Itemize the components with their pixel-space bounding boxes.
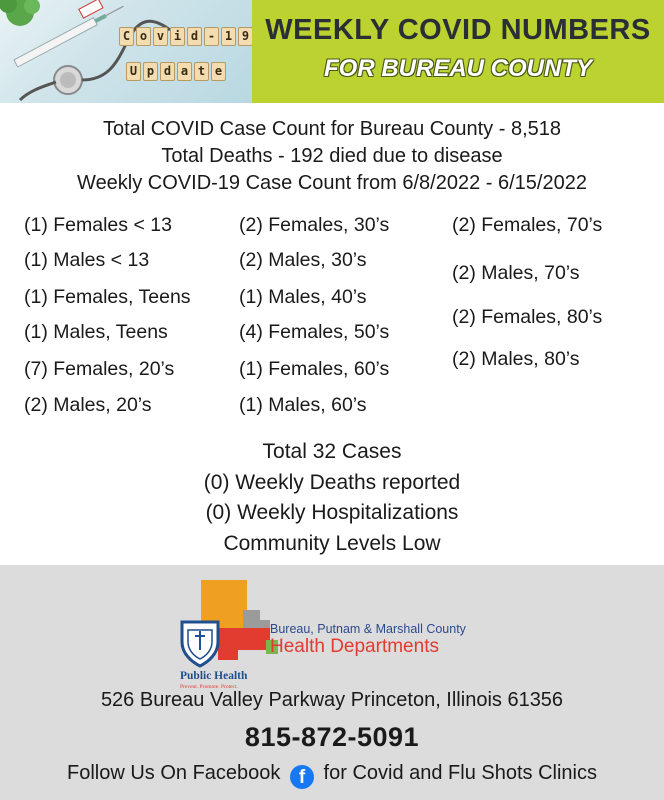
org-name-line1: Bureau, Putnam & Marshall County [270, 622, 466, 636]
letter-tile: t [194, 62, 209, 81]
facebook-icon[interactable]: f [290, 765, 314, 789]
list-item: (2) Males, 20’s [24, 394, 152, 416]
address: 526 Bureau Valley Parkway Princeton, Illinois 61356 [100, 689, 564, 711]
health-department-logo [178, 580, 488, 690]
list-item: (1) Males, 40’s [239, 286, 367, 308]
letter-tile: e [211, 62, 226, 81]
follow-text-after: for Covid and Flu Shots Clinics [323, 762, 597, 784]
header-title: WEEKLY COVID NUMBERS [265, 14, 651, 46]
letter-tile: U [126, 62, 141, 81]
footer [0, 565, 664, 800]
letter-tile: i [170, 27, 185, 46]
list-item: (1) Females < 13 [24, 214, 172, 236]
summary-block [0, 116, 664, 197]
phone-number[interactable]: 815-872-5091 [244, 722, 420, 752]
header-subtitle: FOR BUREAU COUNTY [324, 55, 592, 82]
letter-tile: 9 [238, 27, 252, 46]
public-health-label: Public Health [180, 670, 248, 682]
list-item: (2) Females, 70’s [452, 214, 603, 236]
org-name-line2: Health Departments [270, 636, 439, 657]
letter-tile: a [177, 62, 192, 81]
list-item: (4) Females, 50’s [239, 321, 390, 343]
list-item: (2) Males, 80’s [452, 348, 580, 370]
list-item: (7) Females, 20’s [24, 358, 175, 380]
weekly-case-range: Weekly COVID-19 Case Count from 6/8/2022 - 6/15/2022 [77, 172, 587, 194]
letter-tile: - [204, 27, 219, 46]
list-item: (2) Females, 80’s [452, 306, 603, 328]
letter-tile: v [153, 27, 168, 46]
medical-illustration [0, 0, 252, 103]
list-item: (2) Females, 30’s [239, 214, 390, 236]
list-item: (2) Males, 70’s [452, 262, 580, 284]
letter-tile: d [187, 27, 202, 46]
header-title-panel [252, 0, 664, 103]
community-levels: Community Levels Low [223, 531, 441, 555]
weekly-deaths: (0) Weekly Deaths reported [203, 470, 461, 494]
list-item: (2) Males, 30’s [239, 249, 367, 271]
facebook-follow[interactable] [0, 762, 664, 789]
letter-tile: 1 [221, 27, 236, 46]
total-deaths: Total Deaths - 192 died due to disease [161, 145, 503, 167]
total-cases: Total 32 Cases [262, 440, 402, 463]
list-item: (1) Males, Teens [24, 321, 168, 343]
letter-tile: d [160, 62, 175, 81]
public-health-tagline: Prevent. Promote. Protect. [180, 684, 238, 690]
update-tiles [126, 62, 226, 81]
list-item: (1) Females, Teens [24, 286, 191, 308]
list-item: (1) Males, 60’s [239, 394, 367, 416]
header-photo [0, 0, 252, 103]
letter-tile: C [119, 27, 134, 46]
follow-text-before: Follow Us On Facebook [67, 762, 281, 784]
letter-tile: p [143, 62, 158, 81]
letter-tile: o [136, 27, 151, 46]
list-item: (1) Females, 60’s [239, 358, 390, 380]
weekly-hospitalizations: (0) Weekly Hospitalizations [205, 501, 459, 524]
totals-block [0, 437, 664, 559]
covid-19-tiles [119, 27, 252, 46]
header-banner [0, 0, 664, 103]
total-case-count: Total COVID Case Count for Bureau County - 8,518 [102, 118, 561, 140]
list-item: (1) Males < 13 [24, 249, 150, 271]
